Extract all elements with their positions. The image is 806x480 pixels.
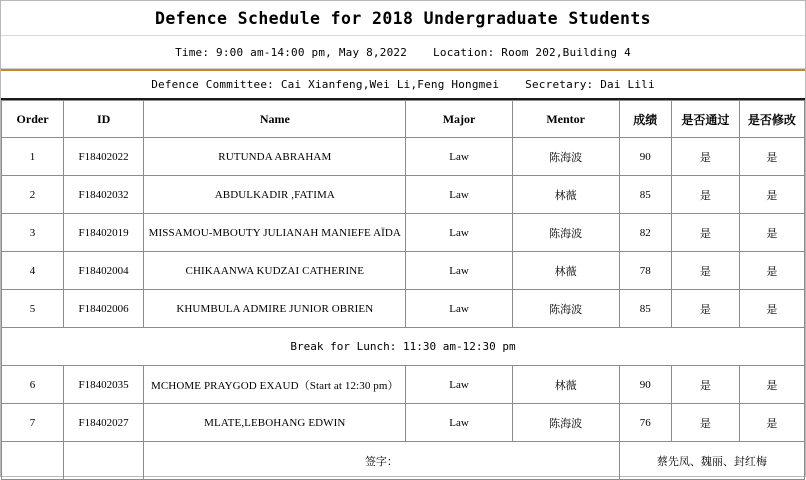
title-row — [1, 1, 805, 36]
cell-mentor: 陈海波 — [512, 214, 619, 252]
cell-name: MISSAMOU-MBOUTY JULIANAH MANIEFE AÏDA — [144, 214, 406, 252]
cell-order: 7 — [2, 404, 64, 442]
cell-pass: 是 — [671, 138, 739, 176]
cell-revise: 是 — [739, 138, 804, 176]
cell-major: Law — [406, 290, 512, 328]
cell-major: Law — [406, 366, 512, 404]
column-header-pass: 是否通过 — [671, 101, 739, 138]
cell-revise: 是 — [739, 176, 804, 214]
cell-revise: 是 — [739, 366, 804, 404]
cell-major: Law — [406, 404, 512, 442]
cell-major: Law — [406, 214, 512, 252]
signature-blank-order — [2, 442, 64, 480]
cell-revise: 是 — [739, 252, 804, 290]
committee-info: Defence Committee: Cai Xianfeng,Wei Li,Feng Hongmei — [151, 78, 500, 91]
cell-id: F18402006 — [64, 290, 144, 328]
signature-label: 签字： — [144, 442, 620, 480]
cell-mentor: 陈海波 — [512, 138, 619, 176]
meta-row — [1, 36, 805, 69]
cell-score: 76 — [619, 404, 671, 442]
signature-blank-id — [64, 442, 144, 480]
cell-score: 78 — [619, 252, 671, 290]
cell-score: 90 — [619, 138, 671, 176]
cell-major: Law — [406, 176, 512, 214]
cell-name: KHUMBULA ADMIRE JUNIOR OBRIEN — [144, 290, 406, 328]
cell-score: 90 — [619, 366, 671, 404]
column-header-id: ID — [64, 101, 144, 138]
cell-score: 82 — [619, 214, 671, 252]
cell-name: ABDULKADIR ,FATIMA — [144, 176, 406, 214]
cell-pass: 是 — [671, 252, 739, 290]
cell-pass: 是 — [671, 366, 739, 404]
table-row — [2, 214, 805, 252]
table-row — [2, 404, 805, 442]
cell-order: 1 — [2, 138, 64, 176]
cell-id: F18402027 — [64, 404, 144, 442]
break-row — [2, 328, 805, 366]
cell-order: 6 — [2, 366, 64, 404]
cell-name: RUTUNDA ABRAHAM — [144, 138, 406, 176]
cell-mentor: 陈海波 — [512, 290, 619, 328]
cell-mentor: 林薇 — [512, 366, 619, 404]
cell-major: Law — [406, 138, 512, 176]
cell-id: F18402032 — [64, 176, 144, 214]
table-row — [2, 290, 805, 328]
cell-pass: 是 — [671, 214, 739, 252]
cell-order: 4 — [2, 252, 64, 290]
defence-schedule-table — [1, 100, 805, 480]
break-notice: Break for Lunch: 11:30 am-12:30 pm — [2, 328, 805, 366]
cell-mentor: 林薇 — [512, 176, 619, 214]
secretary-info: Secretary: Dai Lili — [525, 78, 655, 91]
cell-order: 2 — [2, 176, 64, 214]
cell-mentor: 林薇 — [512, 252, 619, 290]
cell-mentor: 陈海波 — [512, 404, 619, 442]
cell-major: Law — [406, 252, 512, 290]
column-header-revise: 是否修改 — [739, 101, 804, 138]
cell-pass: 是 — [671, 176, 739, 214]
cell-order: 3 — [2, 214, 64, 252]
table-header-row — [2, 101, 805, 138]
cell-id: F18402022 — [64, 138, 144, 176]
location-info: Location: Room 202,Building 4 — [433, 45, 631, 59]
cell-name: MCHOME PRAYGOD EXAUD（Start at 12:30 pm） — [144, 366, 406, 404]
cell-revise: 是 — [739, 214, 804, 252]
cell-id: F18402004 — [64, 252, 144, 290]
cell-id: F18402019 — [64, 214, 144, 252]
cell-pass: 是 — [671, 404, 739, 442]
cell-name: MLATE,LEBOHANG EDWIN — [144, 404, 406, 442]
cell-order: 5 — [2, 290, 64, 328]
signature-names: 蔡先凤、魏丽、封红梅 — [619, 442, 804, 480]
cell-name: CHIKAANWA KUDZAI CATHERINE — [144, 252, 406, 290]
column-header-name: Name — [144, 101, 406, 138]
page-title: Defence Schedule for 2018 Undergraduate Students — [154, 8, 652, 28]
cell-score: 85 — [619, 290, 671, 328]
table-row — [2, 138, 805, 176]
column-header-order: Order — [2, 101, 64, 138]
table-row — [2, 176, 805, 214]
cell-revise: 是 — [739, 404, 804, 442]
signature-row — [2, 442, 805, 480]
cell-pass: 是 — [671, 290, 739, 328]
column-header-score: 成绩 — [619, 101, 671, 138]
committee-row — [1, 69, 805, 100]
column-header-major: Major — [406, 101, 512, 138]
time-info: Time: 9:00 am-14:00 pm, May 8,2022 — [175, 45, 408, 59]
table-row — [2, 366, 805, 404]
cell-id: F18402035 — [64, 366, 144, 404]
cell-revise: 是 — [739, 290, 804, 328]
cell-score: 85 — [619, 176, 671, 214]
column-header-mentor: Mentor — [512, 101, 619, 138]
table-row — [2, 252, 805, 290]
